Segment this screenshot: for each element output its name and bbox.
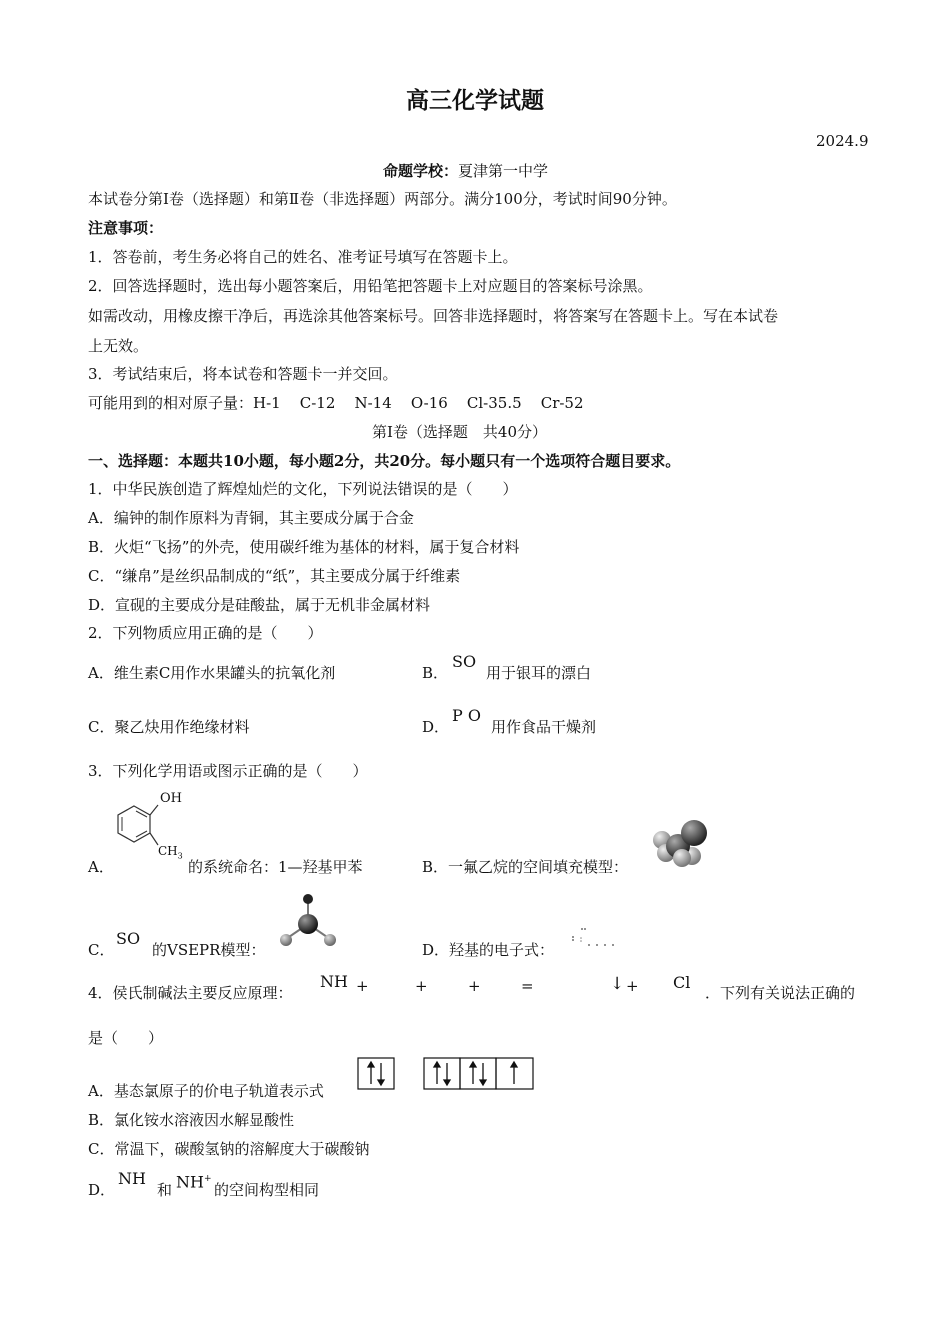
notice-item: 上无效。: [88, 337, 149, 355]
q4-option-d-and: 和: [157, 1181, 173, 1199]
q2-stem: 2．下列物质应用正确的是（ ）: [88, 624, 323, 642]
part1-title: 第Ⅰ卷（选择题 共40分）: [372, 423, 548, 441]
q1-option-d: D．宣砚的主要成分是硅酸盐，属于无机非金属材料: [88, 596, 431, 614]
q3-option-b: B．一氟乙烷的空间填充模型：: [422, 858, 629, 876]
school-name: 夏津第一中学: [458, 162, 549, 180]
q2-option-d-formula: P O: [452, 706, 481, 725]
q2-option-b-prefix: B．: [422, 664, 449, 682]
notice-item: 2．回答选择题时，选出每小题答案后，用铅笔把答题卡上对应题目的答案标号涂黑。: [88, 277, 653, 295]
cresol-ch3-label: [158, 844, 183, 863]
q4-plus-4: +: [626, 977, 639, 995]
q4-option-c: C．常温下，碳酸氢钠的溶解度大于碳酸钠: [88, 1140, 370, 1158]
q4-cl: Cl: [673, 973, 691, 992]
q4-option-b: B．氯化铵水溶液因水解显酸性: [88, 1111, 295, 1129]
q4-option-d-nh3: NH: [118, 1169, 146, 1188]
exam-date: 2024.9: [816, 132, 869, 150]
notice-item: 3．考试结束后，将本试卷和答题卡一并交回。: [88, 365, 398, 383]
intro-text: 本试卷分第Ⅰ卷（选择题）和第Ⅱ卷（非选择题）两部分。满分100分，考试时间90分钟。: [88, 190, 677, 208]
q4-nh3: NH: [320, 972, 348, 991]
q4-plus-2: +: [415, 977, 428, 995]
cresol-oh-label: OH: [160, 791, 182, 806]
notice-item: 1．答卷前，考生务必将自己的姓名、准考证号填写在答题卡上。: [88, 248, 518, 266]
q1-option-c: C．“缣帛”是丝织品制成的“纸”，其主要成分属于纤维素: [88, 567, 461, 585]
q2-option-d-text: 用作食品干燥剂: [491, 718, 597, 736]
q2-option-a: A．维生素C用作水果罐头的抗氧化剂: [88, 664, 336, 682]
q3-option-c-prefix: C．: [88, 941, 115, 959]
q2-option-b-text: 用于银耳的漂白: [486, 664, 592, 682]
q2-option-c: C．聚乙炔用作绝缘材料: [88, 718, 250, 736]
q2-option-d-prefix: D．: [422, 718, 450, 736]
hydroxyl-electron-dot-formula: [565, 925, 621, 951]
q4-precipitate-arrow: ↓: [610, 974, 625, 994]
section1-heading: 一、选择题：本题共10小题，每小题2分，共20分。每小题只有一个选项符合题目要求。: [88, 452, 681, 470]
q1-option-b: B．火炬“飞扬”的外壳，使用碳纤维为基体的材料，属于复合材料: [88, 538, 520, 556]
q4-option-a: A．基态氯原子的价电子轨道表示式: [88, 1082, 324, 1100]
school-line: [383, 161, 548, 181]
q4-option-d-nh4: [176, 1169, 212, 1192]
nh4-text: NH: [176, 1172, 204, 1192]
q3-option-d: D．羟基的电子式：: [422, 941, 555, 959]
q3-option-c-text: 的VSEPR模型：: [152, 941, 266, 959]
q1-stem: 1．中华民族创造了辉煌灿烂的文化，下列说法错误的是（ ）: [88, 480, 518, 498]
page-title: 高三化学试题: [406, 87, 544, 114]
q4-plus-1: +: [356, 977, 369, 995]
school-label: 命题学校：: [383, 162, 459, 180]
q1-option-a: A．编钟的制作原料为青铜，其主要成分属于合金: [88, 509, 414, 527]
q4-equals: =: [521, 977, 534, 995]
notice-item: 如需改动，用橡皮擦干净后，再选涂其他答案标号。回答非选择题时，将答案写在答题卡上。写在本试卷: [88, 307, 779, 325]
notice-heading: 注意事项：: [88, 219, 164, 237]
cresol-ch3-sub: 3: [177, 851, 183, 861]
q4-plus-3: +: [468, 977, 481, 995]
q4-stem-line2: 是（ ）: [88, 1029, 164, 1047]
atomic-masses: 可能用到的相对原子量：H-1 C-12 N-14 O-16 Cl-35.5 Cr-52: [88, 394, 584, 412]
cresol-ch3-text: CH: [158, 844, 178, 858]
q3-option-a-prefix: A．: [88, 858, 114, 876]
q4-stem-suffix: ．下列有关说法正确的: [705, 984, 856, 1002]
q3-option-a-text: 的系统命名：1—羟基甲苯: [188, 858, 363, 876]
so2-vsepr-model: [272, 890, 346, 952]
q4-option-d-text: 的空间构型相同: [214, 1181, 320, 1199]
q3-option-c-formula: SO: [116, 929, 141, 948]
q4-stem-prefix: 4．侯氏制碱法主要反应原理：: [88, 984, 293, 1002]
chlorine-valence-orbital-diagram: [356, 1056, 538, 1092]
fluoroethane-space-filling-model: [648, 818, 712, 870]
q2-option-b-formula: SO: [452, 652, 477, 671]
nh4-charge: +: [203, 1174, 212, 1184]
q3-stem: 3．下列化学用语或图示正确的是（ ）: [88, 762, 368, 780]
q4-option-d-prefix: D．: [88, 1181, 116, 1199]
